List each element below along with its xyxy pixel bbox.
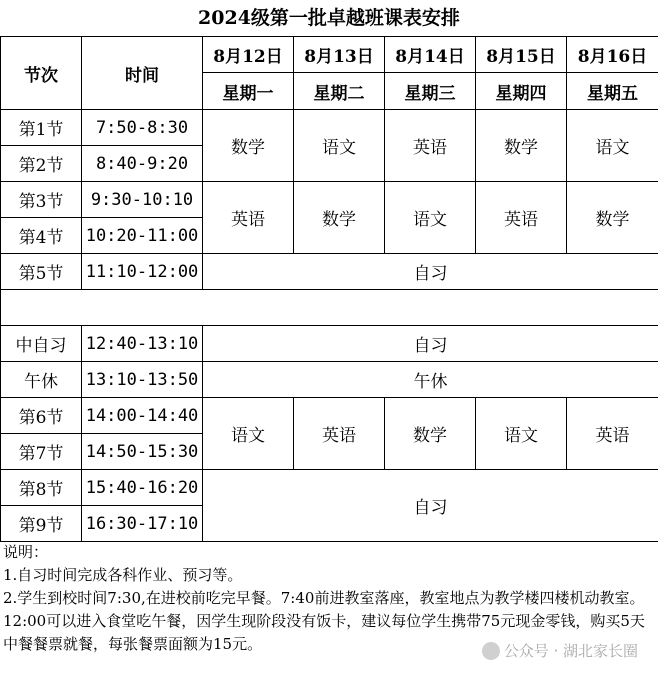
weekday-header: 星期一 [203,73,294,110]
subject-cell: 语文 [385,182,476,254]
nap-cell: 午休 [203,362,658,398]
period-cell: 第4节 [1,218,82,254]
subject-cell: 语文 [567,110,658,182]
weekday-header: 星期三 [385,73,476,110]
time-cell: 10:20-11:00 [82,218,203,254]
self-study-cell: 自习 [203,470,658,542]
subject-cell: 数学 [567,182,658,254]
date-header: 8月16日 [567,37,658,73]
time-cell: 12:40-13:10 [82,326,203,362]
time-cell: 8:40-9:20 [82,146,203,182]
table-row [1,398,658,434]
subject-cell: 语文 [203,398,294,470]
note-item: 1.自习时间完成各科作业、预习等。 [3,566,243,584]
watermark-text: 公众号 · 湖北家长圈 [503,642,638,660]
notes-section [3,541,655,656]
time-cell: 15:40-16:20 [82,470,203,506]
time-cell: 16:30-17:10 [82,506,203,542]
subject-cell: 数学 [476,110,567,182]
period-cell: 第5节 [1,254,82,290]
schedule-title: 2024级第一批卓越班课表安排 [198,7,460,29]
empty-separator-cell [1,290,658,326]
period-cell: 中自习 [1,326,82,362]
subject-cell: 英语 [567,398,658,470]
lunch-gap-row [1,290,658,326]
period-cell: 第1节 [1,110,82,146]
account-logo-icon [482,642,500,660]
table-row [1,182,658,218]
header-date-row [1,37,658,73]
self-study-cell: 自习 [203,254,658,290]
subject-cell: 英语 [385,110,476,182]
period-cell: 第8节 [1,470,82,506]
weekday-header: 星期五 [567,73,658,110]
weekday-header: 星期四 [476,73,567,110]
period-cell: 第2节 [1,146,82,182]
time-cell: 14:50-15:30 [82,434,203,470]
time-column-header: 时间 [82,37,203,110]
watermark [482,640,638,661]
self-study-cell: 自习 [203,326,658,362]
table-row [1,362,658,398]
period-column-header: 节次 [1,37,82,110]
table-row [1,254,658,290]
period-cell: 午休 [1,362,82,398]
subject-cell: 语文 [294,110,385,182]
subject-cell: 英语 [294,398,385,470]
table-row [1,470,658,506]
time-cell: 13:10-13:50 [82,362,203,398]
period-cell: 第9节 [1,506,82,542]
date-header: 8月14日 [385,37,476,73]
subject-cell: 数学 [385,398,476,470]
period-cell: 第7节 [1,434,82,470]
subject-cell: 语文 [476,398,567,470]
period-cell: 第6节 [1,398,82,434]
weekday-header: 星期二 [294,73,385,110]
subject-cell: 数学 [294,182,385,254]
subject-cell: 数学 [203,110,294,182]
subject-cell: 英语 [476,182,567,254]
time-cell: 7:50-8:30 [82,110,203,146]
period-cell: 第3节 [1,182,82,218]
notes-heading: 说明： [3,543,49,561]
table-row [1,110,658,146]
subject-cell: 英语 [203,182,294,254]
date-header: 8月15日 [476,37,567,73]
time-cell: 9:30-10:10 [82,182,203,218]
date-header: 8月13日 [294,37,385,73]
date-header: 8月12日 [203,37,294,73]
schedule-table [0,36,658,542]
time-cell: 14:00-14:40 [82,398,203,434]
note-item: 2.学生到校时间7:30,在进校前吃完早餐。7:40前进教室落座，教室地点为教学楼四楼机动教室。12:00可以进入食堂吃午餐，因学生现阶段没有饭卡，建议每位学生携带75元现金零钱，购买5天中餐餐票就餐，每张餐票面额为15元。 [3,589,645,653]
table-row [1,326,658,362]
time-cell: 11:10-12:00 [82,254,203,290]
